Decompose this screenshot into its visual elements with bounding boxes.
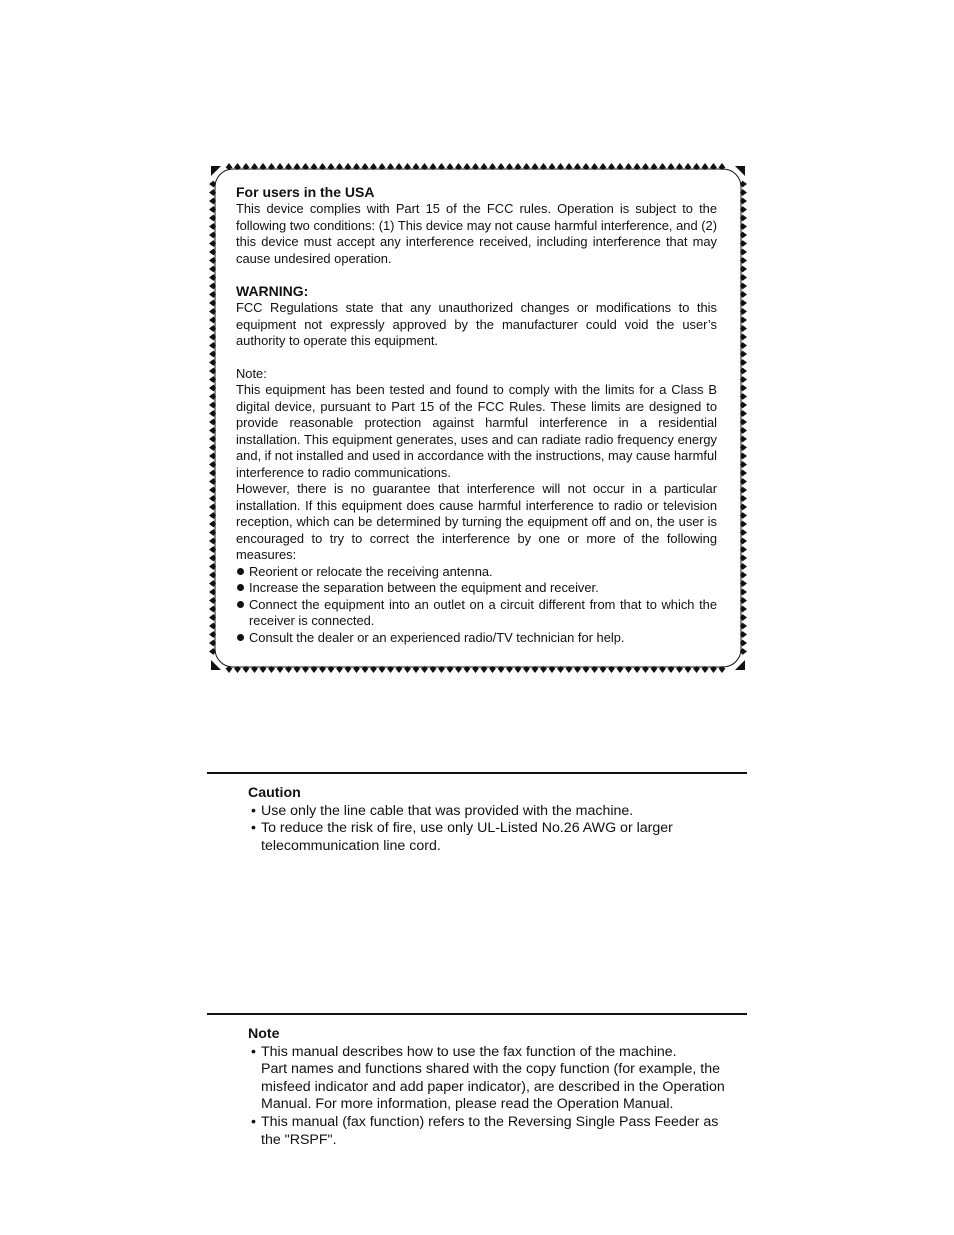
- bullet-icon: •: [251, 802, 256, 819]
- list-item: [248, 1114, 748, 1149]
- caution-list: [248, 803, 748, 856]
- bullet-icon: [237, 601, 244, 608]
- list-item: [236, 597, 717, 630]
- bullet-icon: •: [251, 1043, 256, 1060]
- fcc-intro: This device complies with Part 15 of the FCC rules. Operation is subject to the following two conditions: (1) This device may not cause harmful interference, and (2) this device must accept any interference received, including interference that may cause undesired operation.: [236, 201, 717, 266]
- bullet-icon: [237, 568, 244, 575]
- fcc-note-paragraph: This equipment has been tested and found to comply with the limits for a Class B digital device, pursuant to Part 15 of the FCC Rules. These limits are designed to provide reasonable protection against harmful interference in a residential installation. This equipment generates, uses and can radiate radio frequency energy and, if not installed and used in accordance with the instructions, may cause harmful interference to radio communications.: [236, 382, 717, 480]
- note-list: [248, 1044, 748, 1150]
- section-divider: [207, 772, 747, 774]
- note-text: misfeed indicator and add paper indicator), are described in the Operation: [261, 1078, 725, 1095]
- bullet-icon: [237, 584, 244, 591]
- warning-text: FCC Regulations state that any unauthorized changes or modifications to this equipment not expressly approved by the manufacturer could void the user’s authority to operate this equipment.: [236, 300, 717, 348]
- note-title: Note: [248, 1026, 280, 1042]
- note-text: This manual (fax function) refers to the Reversing Single Pass Feeder as: [261, 1113, 719, 1130]
- note-text: the "RSPF".: [261, 1131, 337, 1148]
- note-text: This manual describes how to use the fax function of the machine.: [261, 1043, 677, 1060]
- caution-section: [248, 785, 748, 855]
- fcc-note-label: Note:: [236, 365, 267, 381]
- measure-text: Increase the separation between the equipment and receiver.: [249, 580, 599, 595]
- caution-text: telecommunication line cord.: [261, 837, 441, 854]
- fcc-notice-content: [236, 184, 717, 646]
- fcc-note-paragraph: However, there is no guarantee that interference will not occur in a particular installation. If this equipment does cause harmful interference to radio or television reception, which can be determined by turning the equipment off and on, the user is encouraged to try to correct the interference by one or more of the following measures:: [236, 481, 717, 562]
- note-text: Part names and functions shared with the copy function (for example, the: [261, 1061, 720, 1078]
- bullet-icon: [237, 634, 244, 641]
- list-item: [236, 580, 717, 597]
- list-item: [236, 564, 717, 581]
- list-item: [248, 803, 748, 821]
- caution-text: To reduce the risk of fire, use only UL-Listed No.26 AWG or larger: [261, 820, 673, 837]
- measure-text: Consult the dealer or an experienced radio/TV technician for help.: [249, 629, 625, 645]
- note-text: Manual. For more information, please read the Operation Manual.: [261, 1096, 674, 1113]
- bullet-icon: •: [251, 820, 256, 837]
- list-item: [248, 820, 748, 855]
- measures-list: [236, 564, 717, 647]
- note-section: [248, 1026, 748, 1149]
- bullet-icon: •: [251, 1113, 256, 1130]
- measure-text: Connect the equipment into an outlet on a circuit different from that to which the receiver is connected.: [249, 596, 717, 628]
- caution-title: Caution: [248, 785, 301, 801]
- caution-text: Use only the line cable that was provided with the machine.: [261, 802, 634, 819]
- warning-heading: WARNING:: [236, 283, 309, 299]
- list-item: [248, 1044, 748, 1114]
- measure-text: Reorient or relocate the receiving antenna.: [249, 563, 493, 579]
- fcc-notice-box: [207, 160, 749, 676]
- list-item: [236, 630, 717, 647]
- fcc-heading: For users in the USA: [236, 184, 375, 200]
- section-divider: [207, 1013, 747, 1015]
